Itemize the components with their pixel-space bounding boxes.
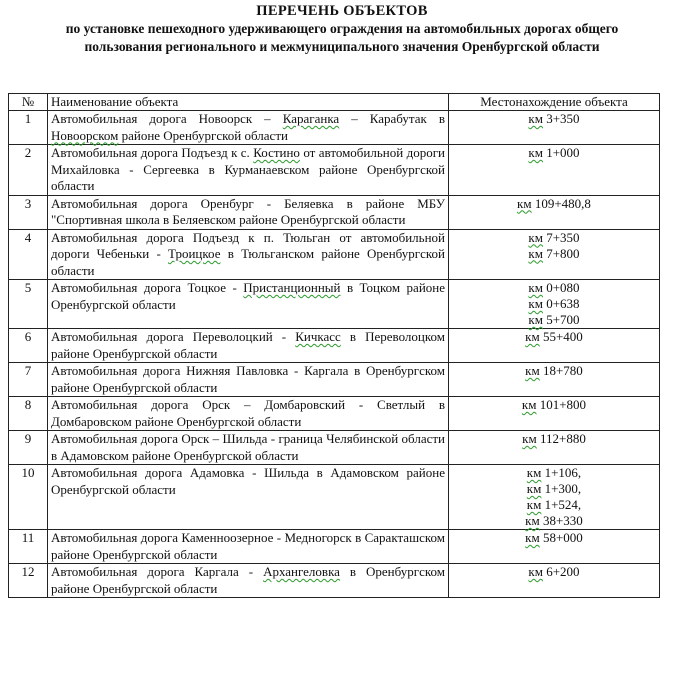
document-subtitle-line1: по установке пешеходного удерживающего ограждения на автомобильных дорогах общего <box>65 21 619 36</box>
km-value: 1+524, <box>541 497 582 512</box>
row-number: 11 <box>9 530 48 564</box>
km-unit: км <box>528 229 543 245</box>
object-name <box>48 530 449 564</box>
object-name <box>48 564 449 598</box>
table-row <box>9 111 660 145</box>
row-number: 10 <box>9 465 48 530</box>
name-fragment-marked: Караганка <box>282 111 340 126</box>
name-fragment-marked: Костино <box>253 145 300 160</box>
km-unit: км <box>525 513 540 528</box>
location-km <box>452 196 656 212</box>
location-km <box>452 465 656 481</box>
name-fragment: Автомобильная дорога Тоцкое - <box>51 280 244 295</box>
header-number: № <box>9 94 48 111</box>
table-row <box>9 465 660 530</box>
table-row <box>9 229 660 280</box>
km-value: 55+400 <box>539 329 583 344</box>
km-value: 0+080 <box>542 280 580 295</box>
name-fragment: Автомобильная дорога Орск – Домбаровский - Светлый в Домбаровском районе Оренбургской области <box>51 397 445 429</box>
km-value: 5+700 <box>542 312 580 327</box>
document-heading <box>0 0 684 56</box>
km-value: 1+106, <box>541 465 582 480</box>
object-name <box>48 111 449 145</box>
object-name <box>48 465 449 530</box>
object-location <box>449 564 660 598</box>
object-location <box>449 363 660 397</box>
location-km <box>452 280 656 296</box>
name-fragment-marked: Троицкое <box>168 246 221 261</box>
objects-table <box>8 93 660 598</box>
name-fragment: Автомобильная дорога Каргала - <box>51 564 264 579</box>
name-fragment-marked: Новоорском <box>51 127 119 143</box>
location-km <box>452 312 656 328</box>
table-row <box>9 280 660 329</box>
km-value: 38+330 <box>539 513 583 528</box>
table-row <box>9 145 660 196</box>
row-number: 6 <box>9 329 48 363</box>
name-fragment: Автомобильная дорога Каменноозерное - Медногорск в Саракташском районе Оренбургской области <box>51 530 445 562</box>
km-unit: км <box>528 245 543 261</box>
km-unit: км <box>526 497 542 512</box>
name-fragment: – Карабутак в <box>339 111 446 126</box>
row-number: 9 <box>9 431 48 465</box>
name-fragment: Автомобильная дорога Переволоцкий - <box>51 329 296 344</box>
km-unit: км <box>528 111 543 126</box>
location-km <box>452 230 656 246</box>
km-value: 58+000 <box>539 530 583 545</box>
location-km <box>452 481 656 497</box>
location-km <box>452 564 656 580</box>
name-fragment: в Тоцком районе Оренбургской области <box>51 280 446 312</box>
km-value: 109+480,8 <box>531 195 591 211</box>
name-fragment: от автомобильной дороги Михайловка - Сергеевка в Курманаевском районе Оренбургской области <box>51 145 446 193</box>
row-number: 3 <box>9 195 48 229</box>
km-value: 0+638 <box>542 296 580 311</box>
table-row <box>9 431 660 465</box>
object-location <box>449 465 660 530</box>
object-name <box>48 280 449 329</box>
table-row <box>9 195 660 229</box>
table-row <box>9 530 660 564</box>
object-location <box>449 530 660 564</box>
name-fragment: Автомобильная дорога Подъезд к п. Тюльган от автомобильной дороги Чебеньки - <box>51 229 445 261</box>
km-value: 1+000 <box>542 145 580 160</box>
location-km <box>452 329 656 345</box>
km-unit: км <box>522 431 537 446</box>
object-location <box>449 111 660 145</box>
km-unit: км <box>525 530 540 545</box>
km-unit: км <box>528 312 543 327</box>
document-title: ПЕРЕЧЕНЬ ОБЪЕКТОВ <box>256 3 428 19</box>
name-fragment: Автомобильная дорога Подъезд к с. <box>51 145 254 160</box>
km-value: 101+800 <box>536 397 587 412</box>
km-unit: км <box>525 363 540 378</box>
km-value: 7+800 <box>542 245 580 261</box>
object-name <box>48 363 449 397</box>
row-number: 7 <box>9 363 48 397</box>
object-location <box>449 431 660 465</box>
row-number: 1 <box>9 111 48 145</box>
row-number: 5 <box>9 280 48 329</box>
header-object-name: Наименование объекта <box>48 94 449 111</box>
name-fragment: в Тюльганском районе Оренбургской области <box>51 246 445 278</box>
row-number: 2 <box>9 145 48 196</box>
row-number: 4 <box>9 229 48 280</box>
km-value: 7+350 <box>542 229 580 245</box>
km-unit: км <box>521 397 537 412</box>
header-object-location: Местонахождение объекта <box>449 94 660 111</box>
km-value: 3+350 <box>542 111 580 126</box>
object-name <box>48 397 449 431</box>
object-name <box>48 195 449 229</box>
location-km <box>452 530 656 546</box>
table-header-row <box>9 94 660 111</box>
object-location <box>449 229 660 280</box>
name-fragment-marked: Архангеловка <box>263 564 340 579</box>
document-subtitle-line2: пользования регионального и межмуниципального значения Оренбургской области <box>84 39 600 54</box>
km-unit: км <box>526 465 542 480</box>
object-name <box>48 229 449 280</box>
location-km <box>452 111 656 127</box>
location-km <box>452 513 656 529</box>
object-location <box>449 397 660 431</box>
table-row <box>9 329 660 363</box>
km-value: 1+300, <box>541 481 582 496</box>
location-km <box>452 145 656 161</box>
object-name <box>48 431 449 465</box>
km-unit: км <box>528 564 543 579</box>
location-km <box>452 296 656 312</box>
object-location <box>449 280 660 329</box>
table-body <box>9 111 660 598</box>
table-row <box>9 363 660 397</box>
km-value: 6+200 <box>542 564 580 579</box>
name-fragment: в Переволоцком районе Оренбургской области <box>51 329 445 361</box>
location-km <box>452 363 656 379</box>
name-fragment: в Оренбургском районе Оренбургской области <box>51 564 445 596</box>
km-unit: км <box>526 481 542 496</box>
table-row <box>9 397 660 431</box>
object-name <box>48 145 449 196</box>
km-unit: км <box>528 296 543 311</box>
name-fragment: Автомобильная дорога Адамовка - Шильда в Адамовском районе Оренбургской области <box>51 465 445 497</box>
km-unit: км <box>528 280 543 295</box>
table-row <box>9 564 660 598</box>
location-km <box>452 246 656 262</box>
object-name <box>48 329 449 363</box>
row-number: 8 <box>9 397 48 431</box>
name-fragment: Автомобильная дорога Новоорск – <box>51 111 283 126</box>
row-number: 12 <box>9 564 48 598</box>
object-location <box>449 195 660 229</box>
name-fragment-marked: Пристанционный <box>243 280 341 295</box>
location-km <box>452 497 656 513</box>
name-fragment: Автомобильная дорога Нижняя Павловка - Каргала в Оренбургском районе Оренбургской области <box>51 363 445 395</box>
location-km <box>452 431 656 447</box>
name-fragment-marked: Кичкасс <box>295 329 341 344</box>
object-location <box>449 145 660 196</box>
km-unit: км <box>525 329 540 344</box>
location-km <box>452 397 656 413</box>
object-location <box>449 329 660 363</box>
name-fragment: Автомобильная дорога Оренбург - Беляевка в районе МБУ "Спортивная школа в Беляевском районе Оренбургской области <box>51 195 445 227</box>
km-unit: км <box>517 195 532 211</box>
km-value: 112+880 <box>536 431 586 446</box>
name-fragment: Автомобильная дорога Орск – Шильда - граница Челябинской области в Адамовском районе Оренбургской области <box>51 431 445 463</box>
name-fragment: районе Оренбургской области <box>118 127 288 143</box>
km-unit: км <box>528 145 543 160</box>
km-value: 18+780 <box>539 363 583 378</box>
